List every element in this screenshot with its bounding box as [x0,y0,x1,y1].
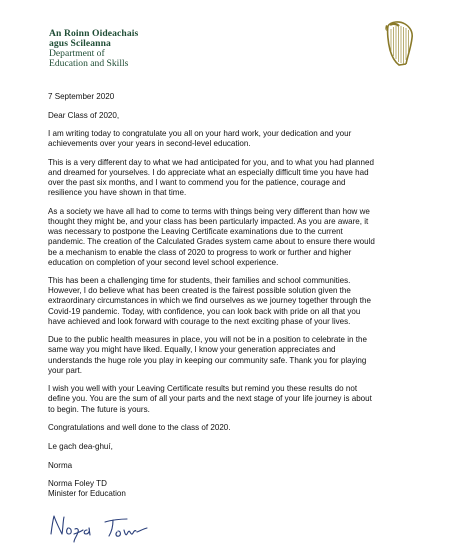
signatory-title: Minister for Education [48,489,126,499]
closing-line: Le gach dea-ghuí, [48,441,113,451]
salutation: Dear Class of 2020, [48,110,120,120]
letter-paragraph [48,384,420,414]
paragraph-line: This is a very different day to what we had anticipated for you, and to what you had planned [48,158,374,168]
paragraph-line: over the past six months, and I want to commend you for the patience, courage and [48,178,346,188]
paragraph-line: However, I do believe what has been created is the fairest possible solution given the [48,286,351,296]
paragraph-line: This has been a challenging time for students, their families and school communities. [48,276,351,286]
paragraph-line: to begin. The future is yours. [48,404,150,414]
paragraph-line: achievements over your years in second-level education. [48,139,251,149]
paragraph-line: same way you might have liked. Equally, I know your generation appreciates and [48,345,336,355]
letter-signoff [48,423,420,499]
paragraph-line: Due to the public health measures in place, you will not be in a position to celebrate in the [48,335,367,345]
paragraph-line: education on completion of your second level school experience. [48,257,279,267]
harp-emblem-icon [381,20,417,68]
paragraph-line: was necessary to postpone the Leaving Certificate examinations due to the current [48,227,343,237]
letter-paragraph [48,335,420,375]
first-name: Norma [48,460,73,470]
letterhead-english-line-1: Department of [49,48,105,59]
signatory-name: Norma Foley TD [48,479,107,489]
paragraph-line: I am writing today to congratulate you all on your hard work, your dedication and your [48,129,352,139]
letter-paragraphs [48,129,420,414]
paragraph-line: extraordinary circumstances in which we find ourselves as we journey together through the [48,296,371,306]
letterhead-english-line-2: Education and Skills [49,58,129,69]
paragraph-line: I wish you well with your Leaving Certificate results but remind you these results do not [48,384,358,394]
signatory-block [48,479,420,499]
letter-paragraph [48,158,420,198]
paragraph-line: be a mechanism to enable the class of 2020 to progress to work or further and higher [48,247,352,257]
paragraph-line: thought they might be, and your class has been particularly impacted. As you are aware, it [48,217,369,227]
congratulations-line: Congratulations and well done to the class of 2020. [48,423,231,433]
letter-date: 7 September 2020 [48,92,115,101]
letter-paragraph [48,129,420,149]
paragraph-line: understands the huge role you play in keeping our community safe. Thank you for playing [48,355,367,365]
paragraph-line: define you. You are the sum of all your parts and the next stage of your life journey is about [48,394,372,404]
letterhead-irish-line-1: An Roinn Oideachais [49,28,139,39]
letter-body [48,92,420,499]
paragraph-line: pandemic. The creation of the Calculated Grades system came about to ensure there would [48,237,375,247]
paragraph-line: As a society we have all had to come to terms with things being very different than how we [48,207,370,217]
department-letterhead [49,29,138,69]
handwritten-signature [47,508,162,544]
letter-paragraph [48,207,420,268]
paragraph-line: have achieved and look forward with courage to the next exciting phase of your lives. [48,316,351,326]
letter-paragraph [48,276,420,326]
paragraph-line: resilience you have shown in that time. [48,188,187,198]
letterhead-irish-line-2: agus Scileanna [49,38,111,49]
paragraph-line: your part. [48,365,82,375]
paragraph-line: and dreamed for yourselves. I do appreciate what an especially difficult time you have had [48,168,369,178]
paragraph-line: Covid-19 pandemic. Today, with confidence, you can look back with pride on all that you [48,306,361,316]
